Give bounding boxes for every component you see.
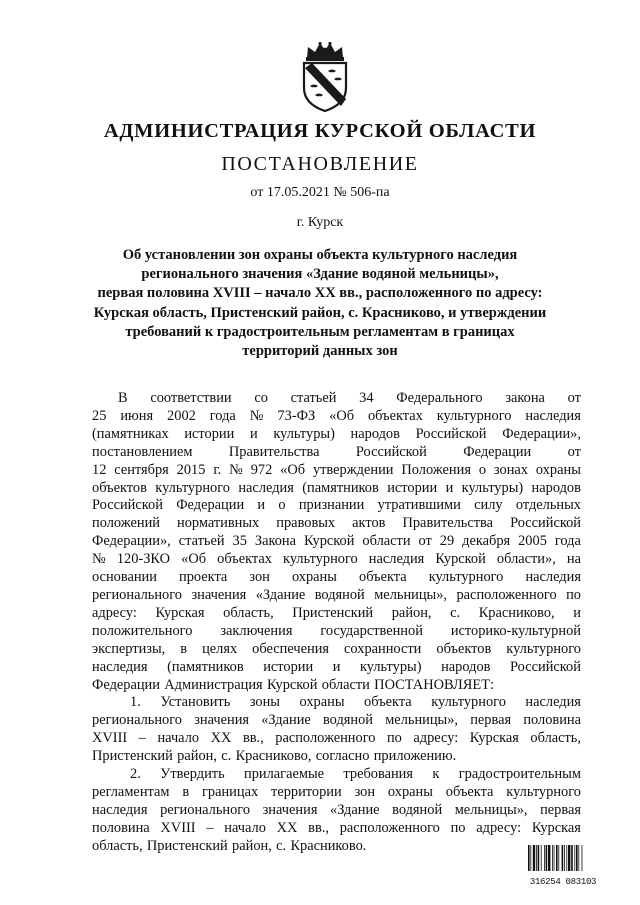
organization-title: АДМИНИСТРАЦИЯ КУРСКОЙ ОБЛАСТИ — [103, 120, 537, 142]
document-city: г. Курск — [296, 215, 344, 230]
body-line: 25 июня 2002 года № 73-ФЗ «Об объектах культурного наследия — [92, 407, 581, 424]
body-line: наследия регионального значения «Здание водяной мельницы», первая — [92, 801, 581, 818]
subject-line: Курская область, Пристенский район, с. Красниково, и утверждении — [93, 304, 547, 321]
body-line: регламентам в границах территории зон охраны объекта культурного — [92, 783, 581, 800]
body-line: положительного заключения государственной историко-культурной — [92, 622, 581, 639]
coat-of-arms-icon — [298, 42, 352, 112]
body-line: Пристенский район, с. Красниково, согласно приложению. — [92, 748, 457, 765]
document-date-number: от 17.05.2021 № 506-па — [250, 185, 390, 200]
barcode-icon — [528, 845, 598, 871]
body-line: область, Пристенский район, с. Красниково. — [92, 837, 367, 854]
body-line: Федерации Администрация Курской области ПОСТАНОВЛЯЕТ: — [92, 676, 494, 693]
barcode — [528, 845, 598, 887]
body-line: регионального значения «Здание водяной мельницы», первая половина — [92, 712, 581, 729]
body-line: Федерации», статьей 35 Закона Курской области от 29 декабря 2005 года — [92, 533, 581, 550]
body-line: основании проекта зон охраны объекта культурного наследия — [92, 569, 581, 586]
body-line: регионального значения «Здание водяной мельницы», расположенного по — [92, 586, 581, 603]
body-line: экспертизы, в целях обеспечения сохранности объектов культурного — [92, 640, 581, 657]
body-line: В соответствии со статьей 34 Федерального закона от — [118, 390, 581, 406]
subject-line: первая половина XVIII – начало XX вв., расположенного по адресу: — [97, 285, 543, 302]
body-line: положений нормативных правовых актов Правительства Российской — [92, 515, 581, 532]
subject-line: требований к градостроительным регламентам в границах — [125, 323, 515, 340]
document-body — [92, 390, 581, 856]
body-line: № 120-ЗКО «Об объектах культурного наследия Курской области», на — [92, 551, 581, 568]
body-line: постановлением Правительства Российской Федерации от — [92, 443, 581, 460]
body-line: (памятниках истории и культуры) народов Российской Федерации», — [92, 425, 581, 442]
body-line: Российской Федерации и о признании утратившими силу отдельных — [92, 497, 581, 514]
document-type: ПОСТАНОВЛЕНИЕ — [221, 153, 419, 175]
body-line: XVIII – начало XX вв., расположенного по адресу: Курская область, — [92, 730, 581, 747]
subject-line: Об установлении зон охраны объекта культурного наследия — [122, 247, 518, 263]
body-line: адресу: Курская область, Пристенский район, с. Красниково, и — [92, 604, 581, 621]
body-line: наследия (памятников истории и культуры) народов Российской — [92, 658, 581, 675]
body-line: 12 сентября 2015 г. № 972 «Об утверждении Положения о зонах охраны — [92, 461, 581, 478]
body-line: 1. Установить зоны охраны объекта культурного наследия — [130, 694, 581, 711]
body-line: половина XVIII – начало XX вв., расположенного по адресу: Курская — [92, 819, 581, 836]
document-subject — [60, 246, 580, 361]
body-line: объектов культурного наследия (памятников истории и культуры) народов — [92, 479, 581, 496]
subject-line: регионального значения «Здание водяной мельницы», — [141, 266, 499, 283]
body-line: 2. Утвердить прилагаемые требования к градостроительным — [130, 766, 581, 783]
barcode-number: 316254 083103 — [529, 877, 597, 887]
subject-line: территорий данных зон — [242, 343, 398, 360]
